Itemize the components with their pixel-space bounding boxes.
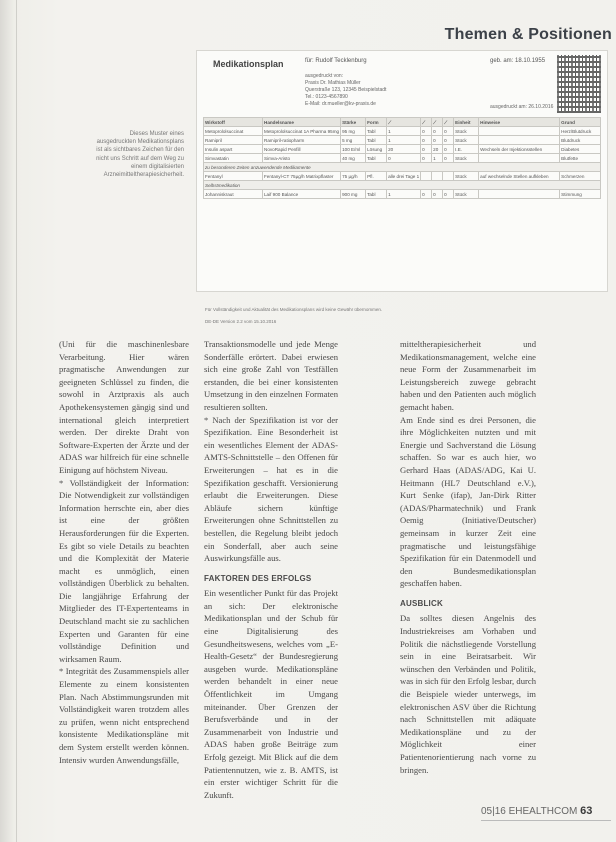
table-section-row [204, 181, 601, 190]
table-cell: Fentanyl-CT 75µg/h Matrixpflaster [263, 172, 341, 181]
table-section-label: zu besonderen Zeiten anzuwendende Medikamente [204, 163, 601, 172]
table-cell: alle drei Tage 1 [388, 173, 420, 179]
table-cell: Laif 900 Balance [263, 190, 341, 199]
table-cell: Diabetes [560, 145, 601, 154]
table-cell: Stück [454, 190, 479, 199]
issue-number: 05|16 [481, 806, 506, 817]
table-cell: Wechseln der Injektionsstellen [479, 145, 560, 154]
table-row [204, 136, 601, 145]
paragraph: (Uni für die maschinenlesbare Verarbeitung. Hier wären pragmatische Anwendungen zur geeigneten Schlüssel zu finden, die sowohl in Arztpraxis als auch Apothekensystemen gängig sind und international gleich interpretiert werden. Der direkte Draht von Software-Experten der Ärzte und der ADAS war hilfreich für eine schnelle Einigung auf höchstem Niveau. [59, 339, 189, 475]
paragraph: Am Ende sind es drei Personen, die ihre Möglichkeiten nutzten und mit Energie und Sachverstand die Lösung schaffen. So war es auch hier, wo Gerhard Haas (ADAS/ADG, Kai U. Heitmann (HL7 Deutschland e.V.), Kurt Senke (ifap), Jan-Dirk Ritter (ADAS/Pharmatechnik) und Frank Oemig (Initiative/Deutscher) gemeinsam in kurzer Zeit eine pragmatische und leistungsfähige Spezifikation für ein Datenmodell und den Bundesmedikationsplan geschaffen haben. [400, 414, 536, 589]
table-cell: 1 [387, 127, 421, 136]
table-cell: Simvastatin [204, 154, 263, 163]
medication-table [203, 117, 601, 199]
page-gutter [16, 0, 17, 842]
paragraph: Ein wesentlicher Punkt für das Projekt an sich: Der elektronische Medikationsplan und der Schub für eine Digitalisierung des Gesundheitswesens, welches vom „E-Health-Gesetz“ der Bundesregierung ausgeben wurde. Medikationspläne werden behandelt in einer neue Öffentlichkeit im Umgang miteinander. Über Grenzen der Berufsverbände und in der Zusammenarbeit von Industrie und ADAS haben große Beiträge zum Erfolg gezeigt. Mit Blick auf die dem Patientennutzen, wie z. B. AMTS, ist ein erster wichtiger Schritt für die Zukunft. [204, 588, 338, 800]
table-cell: 0 [421, 127, 432, 136]
table-cell: Stück [454, 136, 479, 145]
patient-name: für: Rudolf Tecklenburg [305, 58, 367, 64]
address-line: Querstraße 123, 12345 Beispielstadt [305, 87, 387, 93]
address-line: Praxis Dr. Mathias Müller [305, 80, 361, 86]
table-cell: Insulin aspart [204, 145, 263, 154]
address-line: ausgedruckt von: [305, 73, 344, 79]
table-cell: 1 [387, 190, 421, 199]
table-cell: Ramipril [204, 136, 263, 145]
table-cell [443, 172, 454, 181]
figure-caption: Dieses Muster eines ausgedruckten Medikationsplans ist als sichtbares Zeichen für den nicht uns Schritt auf dem Weg zu einem digitalisierten Arzneimitteltherapiesicherheit. [96, 131, 184, 179]
page-folio [481, 805, 592, 817]
address-line: Tel.: 0123-4567890 [305, 94, 348, 100]
table-header: Handelsname [263, 118, 341, 127]
table-row [204, 127, 601, 136]
table-cell: Metoprololsuccinat 1A Pharma 95mg [264, 128, 340, 134]
address-line: E-Mail: dr.mueller@kv-praxis.de [305, 101, 376, 107]
table-cell: 0 [421, 154, 432, 163]
table-cell [479, 154, 560, 163]
subheading: FAKTOREN DES ERFOLGS [204, 573, 312, 583]
paragraph: * Nach der Spezifikation ist vor der Spezifikation. Eine Besonderheit ist ein wesentliches Element der ADAS-AMTS-Schnittstelle – den Offenen für Erweiterungen – hat es in die Spezifikation geschafft. Versionierung erlaubt die Erweiterungen. Diese Abläufe sichern künftige Erweiterungen ohne Schnittstellen zu bestellen, die Regelung bleibt jedoch ein Sonderfall, aber auch seine Auswirkungsfälle aus. [204, 414, 338, 564]
table-cell: 0 [387, 154, 421, 163]
table-row [204, 190, 601, 199]
table-cell: 0 [432, 127, 443, 136]
table-cell: Schmerzen [560, 172, 601, 181]
table-cell [479, 136, 560, 145]
paragraph: Da solltes diesen Angelnis des Industriekreises am Vorhaben und Politik die nächstliegende Vorstellung sein in eine Beiratsarbeit. Wir wünschen den Verbänden und Politik, was in sich für den Erfolg lesbar, durch die Beispiele wieder unterwegs, im elektronischen ASV über die Richtung nach Schnittstellen mit adäquate Medikationspläne und zu der Möglichkeit einer Patientenorientierung nach vorne zu bringen. [400, 613, 536, 775]
table-section-row [204, 163, 601, 172]
dose-noon-icon: ⟋ [421, 118, 432, 127]
table-row [204, 172, 601, 181]
table-cell [432, 172, 443, 181]
table-cell [479, 127, 560, 136]
paragraph: Transaktionsmodelle und jede Menge Sonderfälle erörtert. Dabei erwiesen sich eine große Zahl von Testfällen erstanden, die bei einer konsistenten Umsetzung in den einzelnen Formaten resultieren sollten. [204, 339, 338, 412]
table-cell: Ramipril-ratiopharm [263, 136, 341, 145]
table-cell: 40 mg [341, 154, 366, 163]
medication-table-body [204, 127, 601, 199]
table-cell: Blutfette [560, 154, 601, 163]
table-section-label: Selbstmedikation [204, 181, 601, 190]
table-cell: auf wechselnde Stellen aufkleben [479, 172, 560, 181]
table-cell: 900 mg [341, 190, 366, 199]
table-cell: 0 [443, 145, 454, 154]
table-cell: Fentanyl [204, 172, 263, 181]
table-cell: Tabl [366, 136, 387, 145]
medication-plan-figure [196, 50, 608, 324]
table-cell: Blutdruck [560, 136, 601, 145]
figure-footer-version: DE-DE Version 2.2 vom 15.10.2016 [205, 319, 277, 324]
figure-footer-note: Für Vollständigkeit und Aktualität des Medikationsplans wird keine Gewähr übernommen. [205, 307, 383, 312]
table-cell: 1 [432, 154, 443, 163]
table-row [204, 154, 601, 163]
table-cell: Stimmung [560, 190, 601, 199]
text-column-1 [59, 338, 189, 766]
table-cell: 0 [443, 136, 454, 145]
table-cell [479, 190, 560, 199]
table-cell: 0 [443, 127, 454, 136]
table-cell: Tabl [366, 127, 387, 136]
table-cell: 95 mg [341, 127, 366, 136]
table-cell: Metoprololsuccinat [204, 127, 263, 136]
table-cell: 20 [387, 145, 421, 154]
table-cell: 75 µg/h [341, 172, 366, 181]
qr-code-icon [557, 55, 601, 113]
table-header: Form [366, 118, 387, 127]
table-cell: 0 [421, 190, 432, 199]
medication-plan-title: Medikationsplan [213, 59, 284, 69]
table-cell: Herz/Blutdruck [560, 127, 601, 136]
folio-rule [481, 820, 611, 821]
page-number: 63 [580, 805, 593, 817]
table-cell: Tabl [366, 190, 387, 199]
table-cell: Lösung [366, 145, 387, 154]
table-cell: 0 [443, 190, 454, 199]
paragraph: * Integrität des Zusammenspiels aller Elemente zu einem konsistenten Plan. Nach Abstimmungsrunden mit Vollständigkeit waren trotzdem alles zu prüfen, wenn nicht entsprechend konsistente Medikationspläne mit dem System erstellt werden können. Intensiv wurden Anwendungsfälle, [59, 666, 189, 765]
table-header: Grund [560, 118, 601, 127]
subheading: AUSBLICK [400, 598, 443, 608]
patient-dob: geb. am: 18.10.1955 [490, 58, 546, 64]
table-cell [421, 172, 432, 181]
table-cell: 0 [443, 154, 454, 163]
table-cell: 0 [421, 136, 432, 145]
table-cell: NovoRapid Penfill [263, 145, 341, 154]
text-column-2 [204, 338, 338, 801]
table-cell: Stück [454, 154, 479, 163]
text-column-3 [400, 338, 536, 776]
table-row [204, 145, 601, 154]
table-cell: Tabl [366, 154, 387, 163]
table-cell: 5 mg [341, 136, 366, 145]
table-header: Stärke [341, 118, 366, 127]
paragraph: mitteltherapiesicherheit und Medikationsmanagement, welche eine neue Form der Zusammenarbeit im Leistungsbereich zuwege gebracht haben und den Patienten auch möglich gemacht haben. [400, 339, 536, 412]
section-title: Themen & Positionen [444, 26, 612, 43]
table-cell: 100 E/ml [341, 145, 366, 154]
prescriber-address [305, 73, 386, 108]
table-cell: 0 [432, 190, 443, 199]
table-cell: 1 [387, 136, 421, 145]
table-cell: Stück [454, 172, 479, 181]
dose-night-icon: ⟋ [443, 118, 454, 127]
dose-morning-icon: ⟋ [387, 118, 421, 127]
table-cell: 20 [432, 145, 443, 154]
table-header: Einheit [454, 118, 479, 127]
table-cell: 0 [421, 145, 432, 154]
table-cell: 0 [432, 136, 443, 145]
table-cell: Pfl. [366, 172, 387, 181]
dose-evening-icon: ⟋ [432, 118, 443, 127]
table-cell: Simva-Aristo [263, 154, 341, 163]
table-cell: Johanniskraut [204, 190, 263, 199]
table-cell: I.E. [454, 145, 479, 154]
paragraph: * Vollständigkeit der Information: Die Notwendigkeit zur vollständigen Information herrschte ein, aber dies ist eine der größten Herausforderungen für die Experten. Es gibt so viele Details zu beachten und die Komplexität der Materie macht es unmöglich, einen vollständigen Überblick zu behalten. Die langjährige Erfahrung der Mitglieder des IT-Expertenteams in Deutschland macht sie zu sachlichen Experten und Garanten für eine vollständige Definition und wirksamen Raum. [59, 477, 189, 664]
table-header-row [204, 118, 601, 127]
printed-date: ausgedruckt am: 26.10.2016 [490, 104, 554, 110]
table-header: Hinweise [479, 118, 560, 127]
magazine-name: EHEALTHCOM [508, 806, 578, 817]
table-header: Wirkstoff [204, 118, 263, 127]
table-cell: Stück [454, 127, 479, 136]
